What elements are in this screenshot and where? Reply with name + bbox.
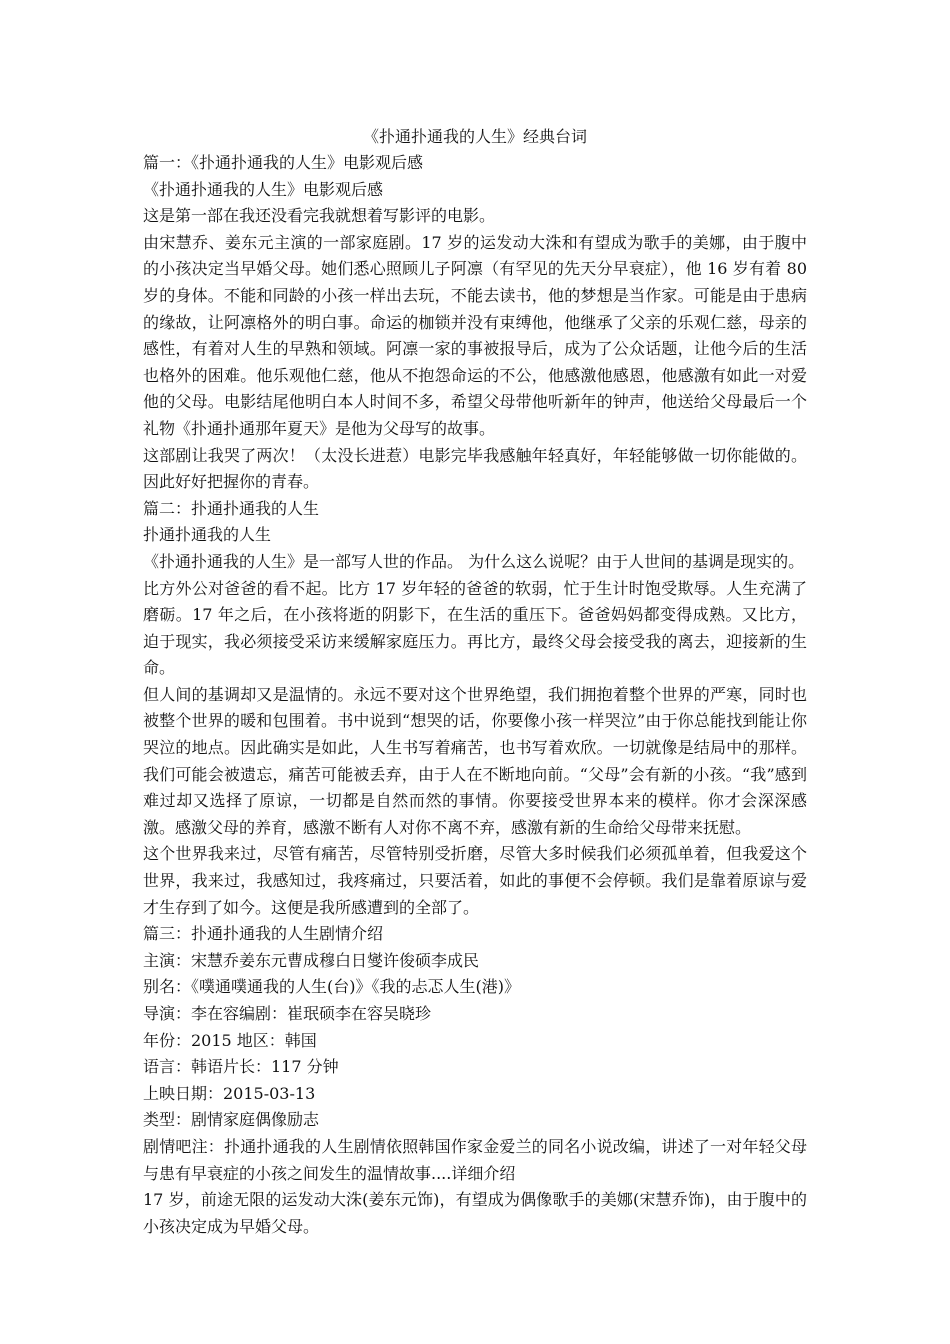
paragraph: 由宋慧乔、姜东元主演的一部家庭剧。17 岁的运发动大洙和有望成为歌手的美娜，由于腹中的小孩决定当早婚父母。她们悉心照顾儿子阿凛（有罕见的先天分早衰症），他 16 岁有着 80 岁的身体。不能和同龄的小孩一样出去玩，不能去读书，他的梦想是当作家。可能是由于患病的缘故，让阿凛格外的明白事。命运的枷锁并没有束缚他，他继承了父亲的乐观仁慈，母亲的感性，有着对人生的早熟和领域。阿凛一家的事被报导后，成为了公众话题，让他今后的生活也格外的困难。他乐观他仁慈，他从不抱怨命运的不公，他感激他感恩，他感激有如此一对爱他的父母。电影结尾他明白本人时间不多，希望父母带他听新年的钟声，他送给父母最后一个礼物《扑通扑通那年夏天》是他为父母写的故事。 xyxy=(143,232,807,438)
paragraph: 这是第一部在我还没看完我就想着写影评的电影。 xyxy=(143,206,496,226)
paragraph: 这部剧让我哭了两次！（太没长进惹）电影完毕我感触年轻真好，年轻能够做一切你能做的。因此好好把握你的青春。 xyxy=(143,445,807,492)
info-alias: 别名：《噗通噗通我的人生(台)》《我的忐忑人生(港)》 xyxy=(143,977,520,997)
info-release-date: 上映日期：2015-03-13 xyxy=(143,1083,316,1103)
info-cast: 主演：宋慧乔姜东元曹成穆白日燮许俊硕李成民 xyxy=(143,950,480,970)
section-heading: 篇一：《扑通扑通我的人生》电影观后感 xyxy=(143,153,424,172)
paragraph: 比方外公对爸爸的看不起。比方 17 岁年轻的爸爸的软弱，忙于生计时饱受欺辱。人生充满了磨砺。17 年之后，在小孩将逝的阴影下，在生活的重压下。爸爸妈妈都变得成熟。又比方，迫于现实，我必须接受采访来缓解家庭压力。再比方，最终父母会接受我的离去，迎接新的生命。 xyxy=(143,578,807,678)
document-body xyxy=(143,150,807,1240)
section-heading: 篇二：扑通扑通我的人生 xyxy=(143,498,320,518)
subtitle: 扑通扑通我的人生 xyxy=(143,525,272,545)
info-year-region: 年份：2015 地区：韩国 xyxy=(143,1030,317,1050)
info-genre: 类型：剧情家庭偶像励志 xyxy=(143,1110,320,1130)
section-heading: 篇三：扑通扑通我的人生剧情介绍 xyxy=(143,924,384,944)
paragraph: 但人间的基调却又是温情的。永远不要对这个世界绝望，我们拥抱着整个世界的严寒，同时也被整个世界的暖和包围着。书中说到“想哭的话，你要像小孩一样哭泣”由于你总能找到能让你哭泣的地点。因此确实是如此，人生书写着痛苦，也书写着欢欣。一切就像是结局中的那样。我们可能会被遗忘，痛苦可能被丢弃，由于人在不断地向前。“父母”会有新的小孩。“我”感到难过却又选择了原谅，一切都是自然而然的事情。你要接受世界本来的模样。你才会深深感激。感激父母的养育，感激不断有人对你不离不弃，感激有新的生命给父母带来抚慰。 xyxy=(143,684,807,837)
paragraph: 《扑通扑通我的人生》是一部写人世的作品。 为什么这么说呢？由于人世间的基调是现实的。 xyxy=(143,551,805,571)
document-title: 《扑通扑通我的人生》经典台词 xyxy=(362,127,587,146)
info-language-runtime: 语言：韩语片长：117 分钟 xyxy=(143,1057,339,1077)
subtitle: 《扑通扑通我的人生》电影观后感 xyxy=(143,179,384,199)
paragraph: 17 岁，前途无限的运发动大洙(姜东元饰)，有望成为偶像歌手的美娜(宋慧乔饰)，由于腹中的小孩决定成为早婚父母。 xyxy=(143,1190,807,1236)
paragraph: 这个世界我来过，尽管有痛苦，尽管特别受折磨，尽管大多时候我们必须孤单着，但我爱这个世界，我来过，我感知过，我疼痛过，只要活着，如此的事便不会停顿。我们是靠着原谅与爱才生存到了如今。这便是我所感遭到的全部了。 xyxy=(143,844,807,917)
plot-note: 剧情吧注：扑通扑通我的人生剧情依照韩国作家金爱兰的同名小说改编，讲述了一对年轻父母与患有早衰症的小孩之间发生的温情故事....详细介绍 xyxy=(143,1136,807,1183)
info-director: 导演：李在容编剧：崔珉硕李在容吴晓珍 xyxy=(143,1004,432,1023)
